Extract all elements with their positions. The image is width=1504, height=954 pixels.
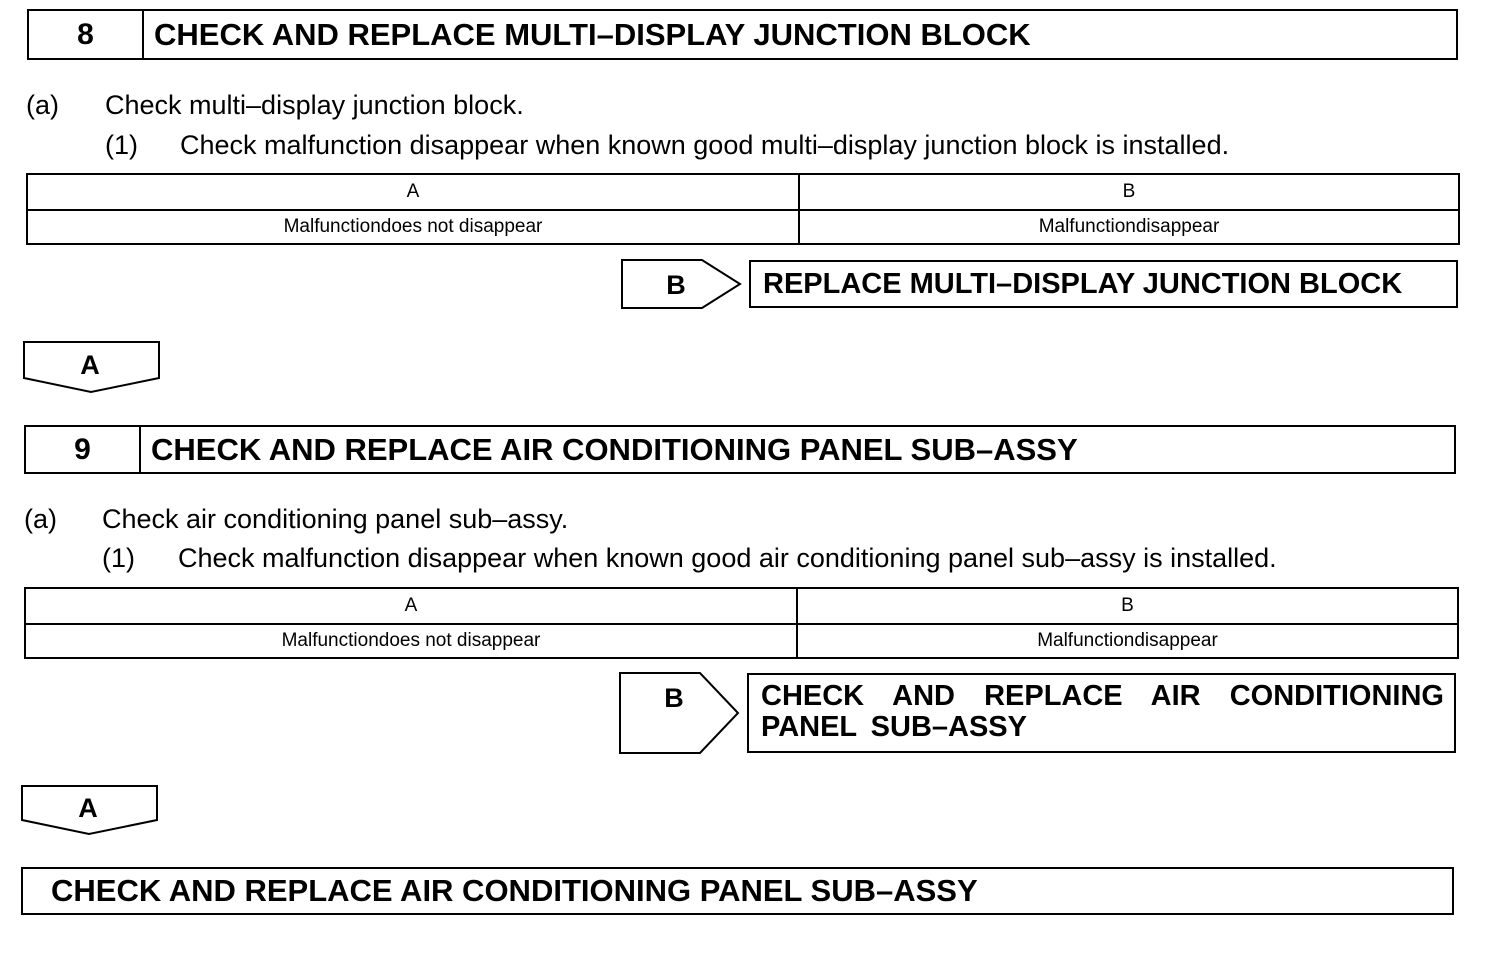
- table-header-a: A: [25, 588, 797, 624]
- table-cell-b: Malfunctiondisappear: [799, 210, 1459, 244]
- branch-a-label: A: [80, 350, 100, 380]
- table-header-b: B: [797, 588, 1458, 624]
- branch-a-arrow: [22, 786, 157, 834]
- check-text: Check multi–display junction block.: [105, 90, 524, 120]
- final-step-title: CHECK AND REPLACE AIR CONDITIONING PANEL SUB–ASSY: [51, 873, 978, 908]
- check-marker: (a): [24, 504, 57, 534]
- table-cell-a: Malfunctiondoes not disappear: [25, 624, 797, 658]
- table-header-b: B: [799, 174, 1459, 210]
- check-marker: (a): [26, 90, 59, 120]
- sub-check-text: Check malfunction disappear when known good air conditioning panel sub–assy is installed.: [178, 543, 1277, 573]
- result-box-b: REPLACE MULTI–DISPLAY JUNCTION BLOCK: [749, 260, 1458, 308]
- table-cell-a: Malfunctiondoes not disappear: [27, 210, 799, 244]
- result-box-b: CHECK AND REPLACE AIR CONDITIONING PANEL SUB–ASSY: [747, 673, 1456, 753]
- branch-b-label: B: [664, 683, 684, 713]
- branch-a-label: A: [78, 793, 98, 823]
- branch-b-arrow: [622, 260, 740, 308]
- sub-check-marker: (1): [105, 130, 138, 160]
- branch-a-arrow: [24, 342, 159, 392]
- check-text: Check air conditioning panel sub–assy.: [102, 504, 569, 534]
- branch-b-arrow: [620, 673, 738, 753]
- step-title: CHECK AND REPLACE MULTI–DISPLAY JUNCTION BLOCK: [154, 16, 1031, 52]
- table-header-a: A: [27, 174, 799, 210]
- step-number: 8: [29, 11, 144, 58]
- sub-check-text: Check malfunction disappear when known good multi–display junction block is installed.: [180, 130, 1230, 160]
- branch-b-label: B: [666, 270, 686, 300]
- step-title: CHECK AND REPLACE AIR CONDITIONING PANEL SUB–ASSY: [151, 431, 1078, 467]
- table-cell-b: Malfunctiondisappear: [797, 624, 1458, 658]
- step-number: 9: [26, 427, 141, 472]
- sub-check-marker: (1): [102, 543, 135, 573]
